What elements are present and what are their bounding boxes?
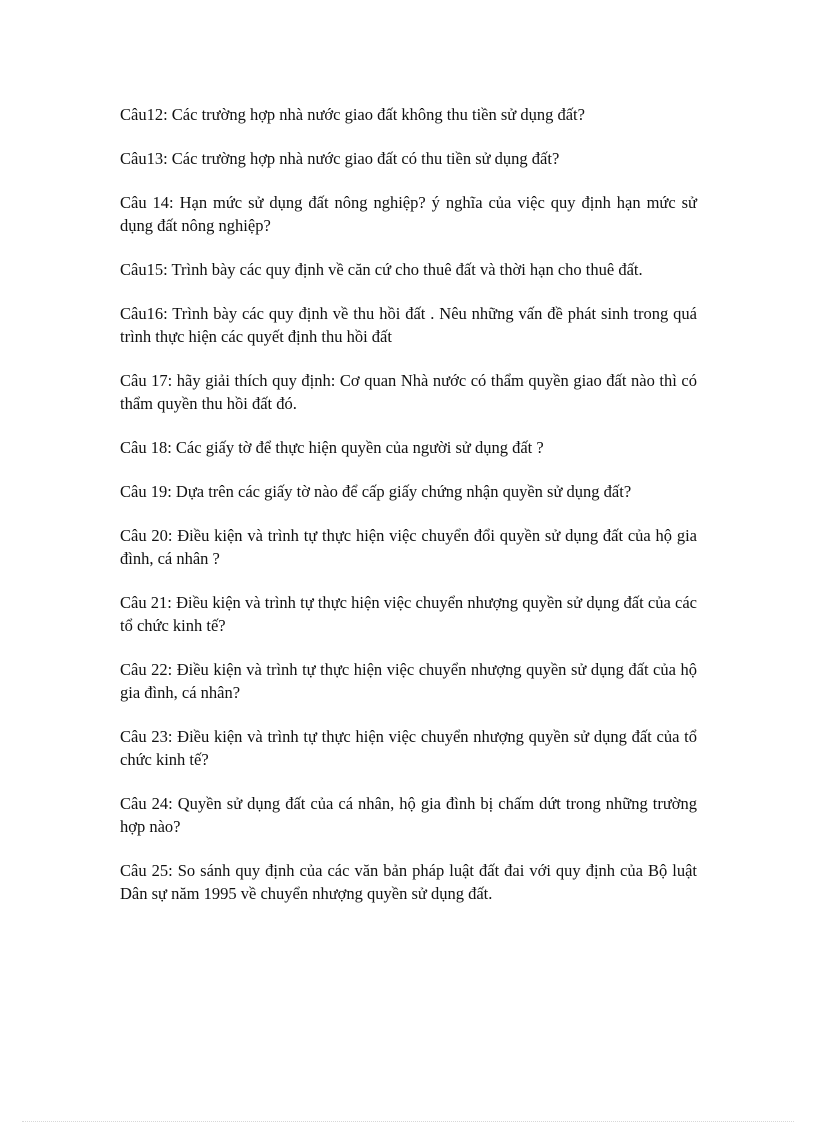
question-14: Câu 14: Hạn mức sử dụng đất nông nghiệp? ý nghĩa của việc quy định hạn mức sử dụng đất nông nghiệp? bbox=[120, 193, 697, 235]
question-24: Câu 24: Quyền sử dụng đất của cá nhân, hộ gia đình bị chấm dứt trong những trường hợp nào? bbox=[120, 794, 697, 836]
question-19: Câu 19: Dựa trên các giấy tờ nào để cấp giấy chứng nhận quyền sử dụng đất? bbox=[120, 482, 632, 501]
question-20: Câu 20: Điều kiện và trình tự thực hiện việc chuyển đổi quyền sử dụng đất của hộ gia đình, cá nhân ? bbox=[120, 526, 697, 568]
question-16: Câu16: Trình bày các quy định về thu hồi đất . Nêu những vấn đề phát sinh trong quá trình thực hiện các quyết định thu hồi đất bbox=[120, 304, 697, 346]
page-bottom-edge bbox=[22, 1121, 794, 1122]
question-21: Câu 21: Điều kiện và trình tự thực hiện việc chuyển nhượng quyền sử dụng đất của các tổ chức kinh tế? bbox=[120, 593, 697, 635]
question-12: Câu12: Các trường hợp nhà nước giao đất không thu tiền sử dụng đất? bbox=[120, 105, 585, 124]
question-list bbox=[120, 103, 697, 926]
question-25: Câu 25: So sánh quy định của các văn bản pháp luật đất đai với quy định của Bộ luật Dân sự năm 1995 về chuyển nhượng quyền sử dụng đất. bbox=[120, 861, 697, 903]
question-23: Câu 23: Điều kiện và trình tự thực hiện việc chuyển nhượng quyền sử dụng đất của tổ chức kinh tế? bbox=[120, 727, 697, 769]
question-13: Câu13: Các trường hợp nhà nước giao đất có thu tiền sử dụng đất? bbox=[120, 149, 560, 168]
question-18: Câu 18: Các giấy tờ để thực hiện quyền của người sử dụng đất ? bbox=[120, 438, 544, 457]
question-22: Câu 22: Điều kiện và trình tự thực hiện việc chuyển nhượng quyền sử dụng đất của hộ gia đình, cá nhân? bbox=[120, 660, 697, 702]
question-17: Câu 17: hãy giải thích quy định: Cơ quan Nhà nước có thẩm quyền giao đất nào thì có thẩm quyền thu hồi đất đó. bbox=[120, 371, 697, 413]
question-15: Câu15: Trình bày các quy định về căn cứ cho thuê đất và thời hạn cho thuê đất. bbox=[120, 260, 643, 279]
